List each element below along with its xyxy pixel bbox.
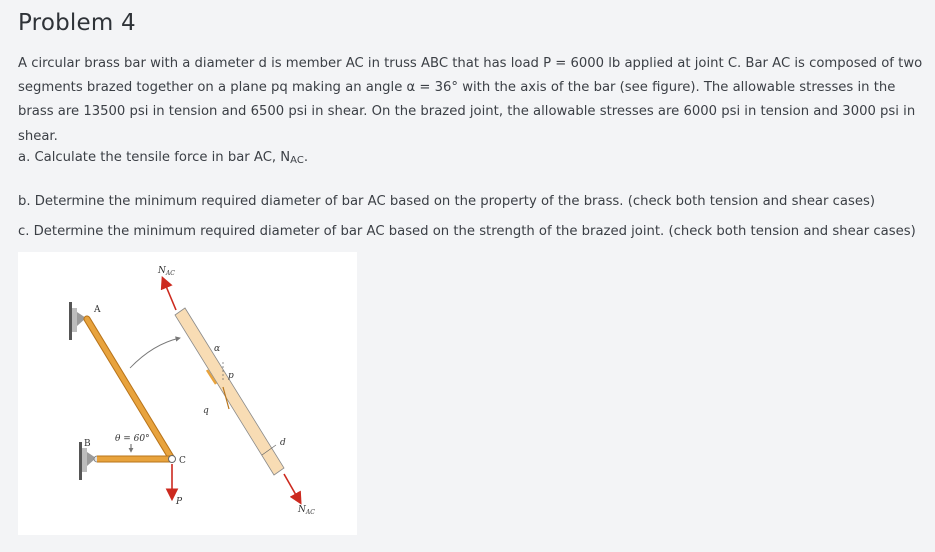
label-q-plane: q xyxy=(203,406,209,416)
question-a-text: a. Calculate the tensile force in bar AC, N xyxy=(18,150,291,165)
label-c: C xyxy=(179,456,186,466)
truss-figure xyxy=(18,252,357,535)
joint-c xyxy=(169,456,176,463)
detail-pointer-arrow xyxy=(130,338,180,368)
label-p-plane: p xyxy=(228,371,234,381)
label-b: B xyxy=(84,439,91,449)
force-nac-bottom-arrow xyxy=(284,474,300,502)
label-a: A xyxy=(94,305,101,315)
label-d: d xyxy=(280,438,286,448)
question-c: c. Determine the minimum required diameter of bar AC based on the strength of the brazed joint. (check both tension and shear cases) xyxy=(18,224,916,239)
brazed-bar-detail xyxy=(175,308,284,475)
label-p-load: P xyxy=(176,497,183,507)
label-nac-top: $N_{AC}$ xyxy=(158,266,175,277)
label-alpha: α xyxy=(214,344,221,354)
truss-diagram xyxy=(18,252,357,535)
label-nac-bottom: $N_{AC}$ xyxy=(298,505,315,516)
force-nac-top-arrow xyxy=(163,279,176,310)
question-b: b. Determine the minimum required diameter of bar AC based on the property of the brass. (check both tension and shear cases) xyxy=(18,194,875,209)
problem-statement: A circular brass bar with a diameter d is member AC in truss ABC that has load P = 6000 lb applied at joint C. Bar AC is composed of two segments brazed together on a plane pq making an angle α = 36° with the axis of the bar (see figure). The allowable stresses in the brass are 13500 psi in tension and 6500 psi in shear. On the brazed joint, the allowable stresses are 6000 psi in tension and 3000 psi in shear. xyxy=(18,56,923,144)
question-a xyxy=(18,150,308,166)
question-a-end: . xyxy=(303,150,309,165)
label-theta: θ = 60° xyxy=(115,434,150,444)
page-title: Problem 4 xyxy=(18,10,136,36)
question-a-subscript: AC xyxy=(290,155,304,166)
